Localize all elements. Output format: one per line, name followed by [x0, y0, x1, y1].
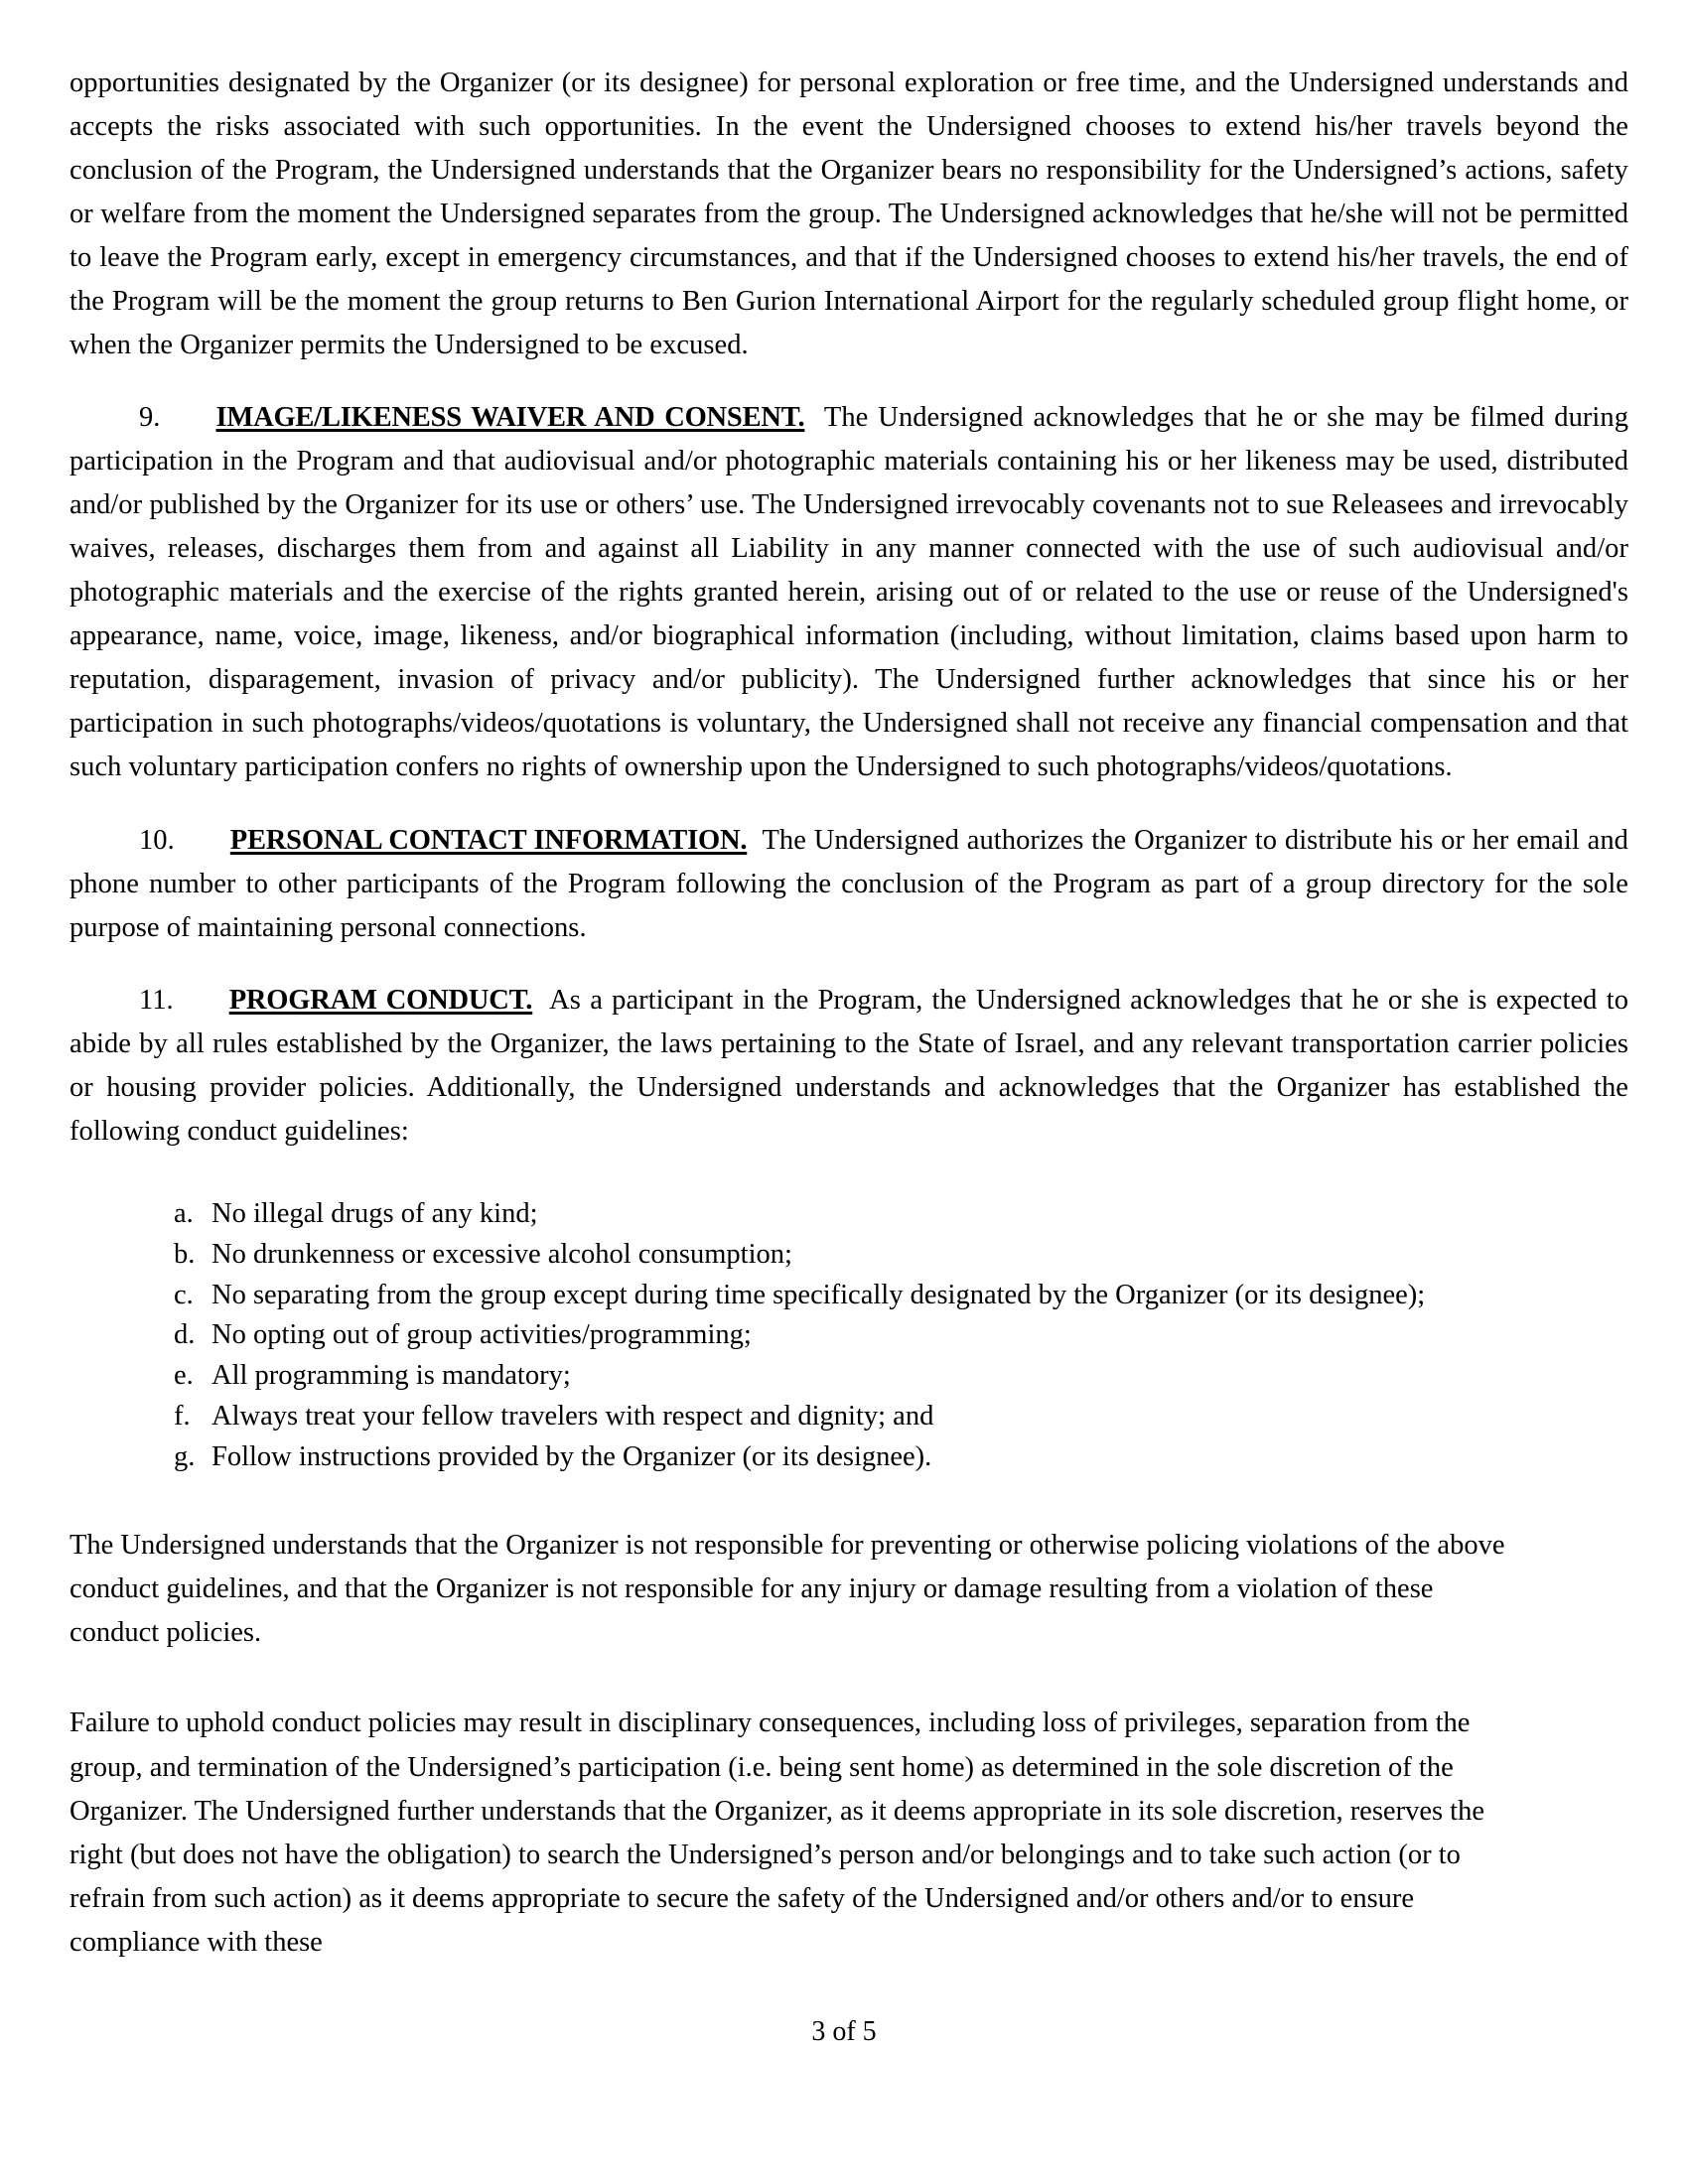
- list-item-text: No drunkenness or excessive alcohol consumption;: [211, 1238, 792, 1270]
- section-10-heading: PERSONAL CONTACT INFORMATION.: [229, 824, 748, 856]
- list-item: [70, 1398, 1628, 1435]
- section-10-number: 10.: [139, 824, 175, 856]
- list-item: [70, 1357, 1628, 1395]
- section-11-spacer: [532, 985, 549, 1016]
- list-item: [70, 1316, 1628, 1354]
- section-10: [70, 819, 1628, 950]
- list-item-text: All programming is mandatory;: [211, 1360, 571, 1392]
- list-marker: e.: [174, 1360, 194, 1392]
- list-marker: c.: [174, 1279, 194, 1310]
- section-10-spacer: [747, 825, 762, 856]
- list-item-text: No opting out of group activities/programming;: [211, 1319, 752, 1351]
- section-9-spacer: [804, 402, 823, 433]
- list-marker: a.: [174, 1197, 194, 1229]
- paragraph-intro-continued: opportunities designated by the Organizer (or its designee) for personal exploration or free time, and the Undersigned understands and accepts the risks associated with such opportunities. In the event the Undersigned chooses to extend his/her travels beyond the conclusion of the Program, the Undersigned understands that the Organizer bears no responsibility for the Undersigned’s actions, safety or welfare from the moment the Undersigned separates from the group. The Undersigned acknowledges that he/she will not be permitted to leave the Program early, except in emergency circumstances, and that if the Undersigned chooses to extend his/her travels, the end of the Program will be the moment the group returns to Ben Gurion International Airport for the regularly scheduled group flight home, or when the Organizer permits the Undersigned to be excused.: [70, 68, 1628, 361]
- section-11-heading: PROGRAM CONDUCT.: [228, 984, 533, 1016]
- section-9-number: 9.: [139, 402, 161, 434]
- list-marker: g.: [174, 1441, 196, 1473]
- page-footer: 3 of 5: [811, 2016, 877, 2047]
- section-10-body: The Undersigned authorizes the Organizer to distribute his or her email and phone number to other participants of the Program following the conclusion of the Program as part of a group directory for the sole purpose of maintaining personal connections.: [70, 824, 1628, 943]
- section-9-heading: IMAGE/LIKENESS WAIVER AND CONSENT.: [215, 402, 805, 434]
- list-item-text: No illegal drugs of any kind;: [211, 1197, 538, 1229]
- section-11: [70, 979, 1628, 1154]
- section-9-body: The Undersigned acknowledges that he or she may be filmed during participation in the Program and that audiovisual and/or photographic materials containing his or her likeness may be used, distributed and/or published by the Organizer for its use or others’ use. The Undersigned irrevocably covenants not to sue Releasees and irrevocably waives, releases, discharges them from and against all Liability in any manner connected with the use of such audiovisual and/or photographic materials and the exercise of the rights granted herein, arising out of or related to the use or reuse of the Undersigned's appearance, name, voice, image, likeness, and/or biographical information (including, without limitation, claims based upon harm to reputation, disparagement, invasion of privacy and/or publicity). The Undersigned further acknowledges that since his or her participation in such photographs/videos/quotations is voluntary, the Undersigned shall not receive any financial compensation and that such voluntary participation confers no rights of ownership upon the Undersigned to such photographs/videos/quotations.: [70, 402, 1628, 783]
- paragraph-conduct-policing: The Undersigned understands that the Organizer is not responsible for preventing or otherwise policing violations of the above conduct guidelines, and that the Organizer is not responsible for any injury or damage resulting from a violation of these conduct policies.: [70, 1529, 1505, 1649]
- list-item-text: Always treat your fellow travelers with respect and dignity; and: [211, 1401, 934, 1433]
- list-marker: b.: [174, 1238, 196, 1270]
- section-11-number: 11.: [139, 984, 174, 1016]
- list-item: [70, 1195, 1628, 1233]
- list-marker: d.: [174, 1319, 196, 1351]
- list-marker: f.: [174, 1401, 191, 1433]
- conduct-guidelines-list: [70, 1195, 1628, 1476]
- list-item: [70, 1277, 1628, 1314]
- section-11-body: As a participant in the Program, the Undersigned acknowledges that he or she is expected to abide by all rules established by the Organizer, the laws pertaining to the State of Israel, and any relevant transportation carrier policies or housing provider policies. Additionally, the Undersigned understands and acknowledges that the Organizer has established the following conduct guidelines:: [70, 984, 1628, 1147]
- paragraph-conduct-failure: Failure to uphold conduct policies may result in disciplinary consequences, including loss of privileges, separation from the group, and termination of the Undersigned’s participation (i.e. being sent home) as determined in the sole discretion of the Organizer. The Undersigned further understands that the Organizer, as it deems appropriate in its sole discretion, reserves the right (but does not have the obligation) to search the Undersigned’s person and/or belongings and to take such action (or to refrain from such action) as it deems appropriate to secure the safety of the Undersigned and/or others and/or to ensure compliance with these: [70, 1707, 1484, 1959]
- list-item-text: Follow instructions provided by the Organizer (or its designee).: [211, 1441, 932, 1473]
- list-item-text: No separating from the group except during time specifically designated by the Organizer (or its designee);: [211, 1279, 1426, 1310]
- section-9: [70, 396, 1628, 789]
- list-item: [70, 1438, 1628, 1476]
- list-item: [70, 1236, 1628, 1274]
